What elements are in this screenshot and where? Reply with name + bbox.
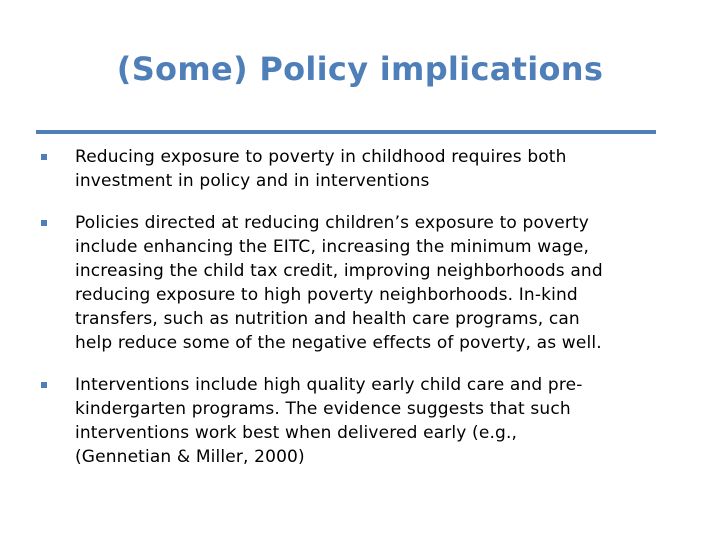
- square-bullet-icon: [41, 154, 47, 160]
- text-line: Interventions include high quality early child care and pre-: [75, 375, 583, 395]
- slide-title: (Some) Policy implications: [116, 50, 604, 88]
- text-line: investment in policy and in interventions: [75, 171, 430, 191]
- square-bullet-icon: [41, 220, 47, 226]
- bullet-text: [75, 373, 583, 469]
- text-line: Reducing exposure to poverty in childhood requires both: [75, 147, 567, 167]
- title-divider: [36, 130, 656, 134]
- text-line: reducing exposure to high poverty neighborhoods. In-kind: [75, 285, 578, 305]
- text-line: (Gennetian & Miller, 2000): [75, 447, 305, 467]
- text-line: kindergarten programs. The evidence suggests that such: [75, 399, 571, 419]
- text-line: transfers, such as nutrition and health care programs, can: [75, 309, 580, 329]
- bullet-text: [75, 145, 567, 193]
- bullet-text: [75, 211, 603, 355]
- text-line: interventions work best when delivered early (e.g.,: [75, 423, 518, 443]
- text-line: help reduce some of the negative effects of poverty, as well.: [75, 333, 602, 353]
- text-line: increasing the child tax credit, improving neighborhoods and: [75, 261, 603, 281]
- square-bullet-icon: [41, 382, 47, 388]
- text-line: include enhancing the EITC, increasing the minimum wage,: [75, 237, 590, 257]
- text-line: Policies directed at reducing children’s exposure to poverty: [75, 213, 589, 233]
